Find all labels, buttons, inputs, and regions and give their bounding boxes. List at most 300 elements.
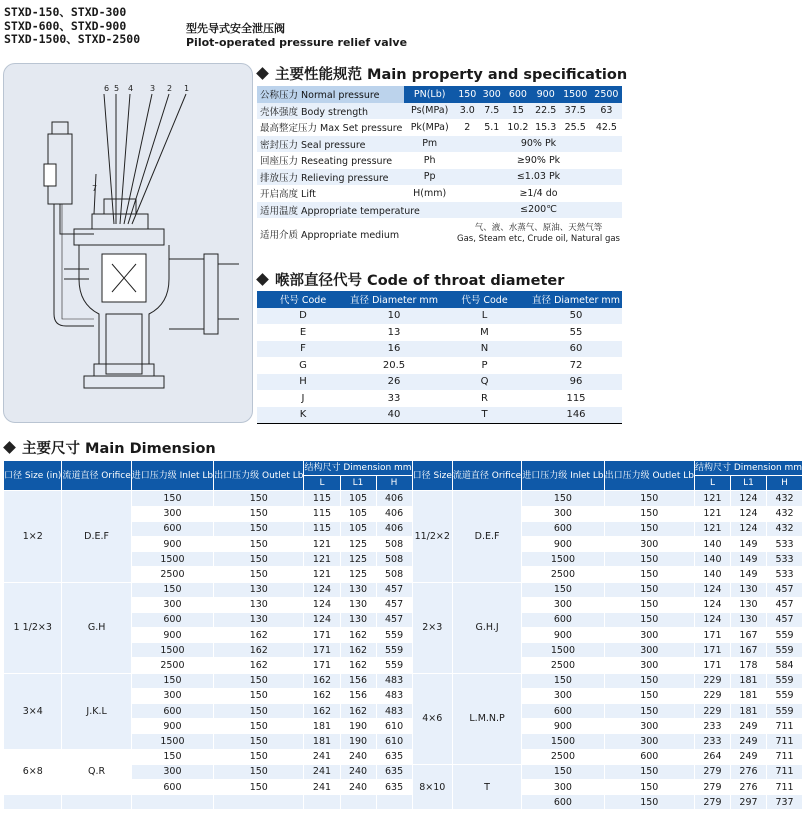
h-header: H [376, 476, 412, 491]
outlet-cell: 150 [604, 567, 694, 582]
size-cell: 6×8 [4, 749, 62, 795]
l-cell: 264 [694, 749, 730, 764]
l1-cell: 240 [340, 749, 376, 764]
diamond-bullet-icon [3, 441, 16, 454]
inlet-cell: 300 [522, 506, 604, 521]
l1-cell: 181 [730, 704, 766, 719]
callout-3: 3 [150, 84, 156, 93]
h-cell: 483 [376, 673, 412, 688]
h-cell: 533 [767, 536, 803, 551]
spec-value: 5.1 [484, 121, 500, 133]
spec-value: 7.5 [480, 103, 504, 120]
l-cell: 241 [304, 764, 340, 779]
h-cell: 457 [767, 612, 803, 627]
h-cell: 559 [767, 673, 803, 688]
inlet-cell: 2500 [522, 749, 604, 764]
outlet-cell: 150 [604, 704, 694, 719]
l1-cell: 276 [730, 764, 766, 779]
inlet-cell: 600 [131, 612, 213, 627]
l-cell: 124 [304, 612, 340, 627]
l-header: L [694, 476, 730, 491]
spec-unit: Ps(MPa) [404, 103, 455, 120]
pn-value: 150 [455, 86, 479, 103]
l1-header: L1 [730, 476, 766, 491]
l1-cell: 162 [340, 643, 376, 658]
inlet-cell: 300 [522, 597, 604, 612]
diameter-cell: 10 [349, 308, 439, 325]
table-row [257, 390, 622, 407]
spec-label: 最高整定压力 Max Set pressure [260, 123, 403, 135]
inlet-cell: 300 [522, 688, 604, 703]
l1-cell: 249 [730, 734, 766, 749]
code-cell: G [299, 359, 307, 371]
spec-unit: PN(Lb) [404, 86, 455, 103]
h-cell: 559 [376, 658, 412, 673]
size-cell: 8×10 [412, 764, 452, 810]
outlet-cell: 150 [214, 734, 304, 749]
l-cell: 121 [694, 491, 730, 506]
h-cell: 483 [376, 704, 412, 719]
medium-en: Gas, Steam etc, Crude oil, Natural gas [457, 234, 620, 244]
l-cell: 115 [304, 521, 340, 536]
l1-cell: 125 [340, 567, 376, 582]
diameter-cell: 55 [569, 326, 583, 338]
inlet-cell: 1500 [522, 734, 604, 749]
spec-row [257, 218, 622, 250]
outlet-cell: 150 [214, 719, 304, 734]
spec-value [455, 218, 622, 250]
table-row [257, 341, 622, 358]
inlet-cell: 150 [131, 582, 213, 597]
inlet-cell: 1500 [131, 552, 213, 567]
l1-cell: 124 [730, 506, 766, 521]
code-cell: P [481, 359, 488, 371]
l-cell: 233 [694, 719, 730, 734]
h-cell: 457 [767, 597, 803, 612]
l-cell: 233 [694, 734, 730, 749]
l-cell: 171 [694, 643, 730, 658]
outlet-cell: 130 [214, 582, 304, 597]
l-cell: 162 [304, 673, 340, 688]
h-cell: 533 [767, 567, 803, 582]
code-cell: E [299, 326, 307, 338]
orifice-cell: T [452, 764, 521, 810]
section-title-main-property: 主要性能规范 Main property and specification [258, 63, 627, 84]
l-cell: 140 [694, 567, 730, 582]
diameter-cell: 13 [387, 326, 401, 338]
l1-cell: 124 [730, 521, 766, 536]
model-line: STXD-150、STXD-300 [4, 5, 127, 19]
inlet-cell: 1500 [522, 643, 604, 658]
h-cell: 533 [767, 552, 803, 567]
l1-cell: 240 [340, 779, 376, 794]
h-cell: 432 [767, 491, 803, 506]
outlet-cell: 150 [604, 612, 694, 627]
l-cell: 121 [694, 506, 730, 521]
inlet-cell: 150 [522, 764, 604, 779]
code-cell: R [481, 392, 488, 404]
diameter-cell: 72 [569, 359, 583, 371]
model-line: STXD-1500、STXD-2500 [4, 32, 141, 46]
h-cell: 635 [376, 749, 412, 764]
outlet-cell: 150 [604, 582, 694, 597]
inlet-cell: 300 [131, 764, 213, 779]
outlet-cell: 150 [214, 673, 304, 688]
outlet-cell: 300 [604, 536, 694, 551]
outlet-cell: 150 [214, 704, 304, 719]
inlet-cell: 1500 [522, 552, 604, 567]
spec-unit: Pk(MPa) [410, 121, 449, 133]
l-cell: 241 [304, 749, 340, 764]
diamond-bullet-icon [256, 67, 269, 80]
l1-header: L1 [340, 476, 376, 491]
callout-2: 2 [167, 84, 173, 93]
h-cell: 559 [376, 628, 412, 643]
outlet-cell: 150 [604, 673, 694, 688]
inlet-header: 进口压力级 Inlet Lb [522, 461, 604, 491]
size-header: 口径 Size [412, 461, 452, 491]
h-cell: 711 [767, 734, 803, 749]
callout-4: 4 [128, 84, 134, 93]
table-row [257, 324, 622, 341]
spec-unit: Pm [404, 136, 455, 153]
l1-cell: 167 [730, 643, 766, 658]
code-cell: M [480, 326, 489, 338]
code-cell: T [439, 407, 530, 424]
h-cell: 610 [376, 719, 412, 734]
l-cell: 140 [694, 552, 730, 567]
h-cell: 508 [376, 567, 412, 582]
empty-cell [340, 795, 376, 810]
outlet-cell: 130 [214, 597, 304, 612]
empty-cell [62, 795, 131, 810]
spec-unit: Pp [404, 169, 455, 186]
spec-row [257, 169, 622, 186]
l-cell: 279 [694, 764, 730, 779]
spec-value: 25.5 [564, 121, 586, 133]
spec-value: 22.5 [532, 103, 560, 120]
spec-value: 15.3 [535, 121, 557, 133]
spec-value: 3.0 [455, 103, 479, 120]
pn-value: 2500 [591, 86, 622, 103]
empty-cell [376, 795, 412, 810]
outlet-cell: 150 [604, 506, 694, 521]
h-header: H [767, 476, 803, 491]
l1-cell: 249 [730, 749, 766, 764]
pn-value: 600 [504, 86, 532, 103]
spec-label: 壳体强度 Body strength [257, 103, 404, 120]
diameter-cell: 40 [349, 407, 439, 424]
code-cell: F [257, 341, 349, 358]
l-cell: 124 [694, 582, 730, 597]
spec-label: 适用温度 Appropriate temperature [257, 202, 455, 219]
l-cell: 162 [304, 688, 340, 703]
outlet-cell: 150 [214, 536, 304, 551]
outlet-cell: 150 [604, 688, 694, 703]
callout-1: 1 [184, 84, 190, 93]
pn-value: 300 [480, 86, 504, 103]
size-cell: 1 1/2×3 [4, 582, 62, 673]
l1-cell: 130 [730, 612, 766, 627]
inlet-cell: 2500 [131, 567, 213, 582]
spec-unit: H(mm) [413, 187, 447, 199]
outlet-cell: 162 [214, 658, 304, 673]
title-cn: 型先导式安全泄压阀 [186, 22, 285, 35]
size-header: 口径 Size (in) [4, 461, 62, 491]
outlet-cell: 150 [214, 552, 304, 567]
h-cell: 508 [376, 552, 412, 567]
outlet-cell: 150 [214, 506, 304, 521]
h-cell: 711 [767, 779, 803, 794]
column-header: 代号 Code [257, 291, 349, 308]
dimension-table [3, 460, 803, 810]
l1-cell: 149 [730, 536, 766, 551]
outlet-cell: 150 [214, 521, 304, 536]
orifice-cell: G.H [62, 582, 131, 673]
h-cell: 711 [767, 764, 803, 779]
h-cell: 432 [767, 521, 803, 536]
l-header: L [304, 476, 340, 491]
diameter-cell: 20.5 [382, 359, 406, 371]
diameter-cell: 50 [530, 308, 622, 325]
h-cell: 457 [376, 612, 412, 627]
table-row [257, 308, 622, 325]
outlet-cell: 150 [604, 795, 694, 810]
h-cell: 457 [376, 597, 412, 612]
l1-cell: 190 [340, 734, 376, 749]
inlet-cell: 300 [131, 506, 213, 521]
spec-row [257, 103, 622, 120]
l-cell: 121 [694, 521, 730, 536]
l-cell: 171 [304, 628, 340, 643]
spec-label: 开启高度 Lift [260, 189, 316, 201]
l-cell: 171 [694, 658, 730, 673]
throat-header-row [257, 291, 622, 308]
diameter-cell: 96 [530, 374, 622, 391]
model-list [4, 6, 140, 47]
valve-cross-section [4, 64, 254, 424]
spec-value: 10.2 [507, 121, 529, 133]
dimension-header-row [4, 461, 803, 476]
l1-cell: 156 [340, 673, 376, 688]
inlet-cell: 150 [522, 673, 604, 688]
l-cell: 124 [304, 597, 340, 612]
l1-cell: 240 [340, 764, 376, 779]
code-cell: Q [439, 374, 530, 391]
table-row [257, 407, 622, 424]
spec-label: 公称压力 Normal pressure [257, 86, 404, 103]
h-cell: 559 [767, 643, 803, 658]
spec-header-row [257, 86, 622, 103]
orifice-cell: L.M.N.P [452, 673, 521, 764]
l1-cell: 249 [730, 719, 766, 734]
l-cell: 229 [694, 673, 730, 688]
l-cell: 229 [694, 688, 730, 703]
outlet-cell: 150 [214, 749, 304, 764]
l-cell: 124 [694, 612, 730, 627]
h-cell: 584 [767, 658, 803, 673]
h-cell: 457 [767, 582, 803, 597]
outlet-cell: 300 [604, 628, 694, 643]
outlet-cell: 130 [214, 612, 304, 627]
l-cell: 181 [304, 734, 340, 749]
h-cell: 711 [767, 749, 803, 764]
outlet-header: 出口压力级 Outlet Lb [604, 461, 694, 491]
outlet-cell: 150 [214, 764, 304, 779]
medium-cn: 气、液、水蒸气、原油、天然气等 [474, 223, 603, 233]
l1-cell: 130 [730, 597, 766, 612]
l1-cell: 125 [340, 536, 376, 551]
l1-cell: 156 [340, 688, 376, 703]
inlet-cell: 900 [522, 536, 604, 551]
table-row [4, 582, 803, 597]
l1-cell: 149 [730, 552, 766, 567]
l-cell: 121 [304, 552, 340, 567]
l-cell: 115 [304, 506, 340, 521]
outlet-cell: 300 [604, 734, 694, 749]
l1-cell: 162 [340, 658, 376, 673]
empty-cell [214, 795, 304, 810]
pn-value: 900 [532, 86, 560, 103]
product-title [186, 22, 407, 50]
h-cell: 406 [376, 506, 412, 521]
l-cell: 241 [304, 779, 340, 794]
l-cell: 124 [694, 597, 730, 612]
l1-cell: 181 [730, 688, 766, 703]
l-cell: 171 [304, 643, 340, 658]
spec-label: 适用介质 Appropriate medium [260, 230, 400, 241]
inlet-cell: 2500 [131, 658, 213, 673]
l1-cell: 178 [730, 658, 766, 673]
inlet-cell: 600 [522, 521, 604, 536]
h-cell: 406 [376, 521, 412, 536]
l-cell: 162 [304, 704, 340, 719]
table-row [4, 673, 803, 688]
outlet-cell: 162 [214, 643, 304, 658]
h-cell: 610 [376, 734, 412, 749]
l-cell: 121 [304, 567, 340, 582]
inlet-cell: 300 [522, 779, 604, 794]
spec-value: ≤200℃ [455, 202, 622, 219]
column-header: 直径 Diameter mm [530, 291, 622, 308]
spec-value: 37.5 [560, 103, 591, 120]
l1-cell: 105 [340, 506, 376, 521]
l1-cell: 276 [730, 779, 766, 794]
orifice-cell: D.E.F [62, 491, 131, 582]
code-cell: J [301, 392, 305, 404]
h-cell: 711 [767, 719, 803, 734]
orifice-cell: D.E.F [452, 491, 521, 582]
empty-cell [4, 795, 62, 810]
orifice-header: 流道直径 Orifice [62, 461, 131, 491]
code-cell: K [257, 407, 349, 424]
spec-value: 2 [464, 121, 471, 133]
spec-label: 回座压力 Reseating pressure [260, 156, 393, 168]
spec-table [257, 86, 622, 250]
orifice-cell: J.K.L [62, 673, 131, 749]
l-cell: 279 [694, 779, 730, 794]
outlet-cell: 150 [604, 491, 694, 506]
spec-value: 15 [504, 103, 532, 120]
code-cell: D [257, 308, 349, 325]
spec-row [257, 119, 622, 136]
l1-cell: 181 [730, 673, 766, 688]
l1-cell: 162 [340, 704, 376, 719]
table-row [257, 357, 622, 374]
inlet-cell: 300 [131, 688, 213, 703]
inlet-cell: 600 [131, 779, 213, 794]
inlet-cell: 150 [522, 582, 604, 597]
pn-value: 1500 [560, 86, 591, 103]
inlet-cell: 600 [131, 521, 213, 536]
diameter-cell: 26 [349, 374, 439, 391]
orifice-cell: G.H.J [452, 582, 521, 673]
inlet-cell: 600 [522, 704, 604, 719]
l1-cell: 130 [340, 612, 376, 627]
table-row [4, 749, 803, 764]
dimension-header: 结构尺寸 Dimension mm [304, 461, 412, 476]
valve-drawing [3, 63, 253, 423]
inlet-cell: 600 [522, 795, 604, 810]
l1-cell: 125 [340, 552, 376, 567]
spec-value: 42.5 [595, 121, 617, 133]
outlet-cell: 300 [604, 658, 694, 673]
table-row [4, 491, 803, 506]
outlet-cell: 150 [214, 567, 304, 582]
l1-cell: 190 [340, 719, 376, 734]
callout-7: 7 [92, 184, 98, 193]
inlet-cell: 150 [131, 749, 213, 764]
code-cell: L [439, 308, 530, 325]
diamond-bullet-icon [256, 273, 269, 286]
dimension-header: 结构尺寸 Dimension mm [694, 461, 802, 476]
l1-cell: 105 [340, 491, 376, 506]
inlet-cell: 1500 [131, 734, 213, 749]
l1-cell: 130 [340, 582, 376, 597]
h-cell: 559 [767, 688, 803, 703]
l1-cell: 149 [730, 567, 766, 582]
code-cell: H [257, 374, 349, 391]
inlet-cell: 900 [131, 536, 213, 551]
h-cell: 635 [376, 764, 412, 779]
h-cell: 737 [767, 795, 803, 810]
diameter-cell: 115 [566, 392, 586, 404]
inlet-cell: 600 [131, 704, 213, 719]
l1-cell: 167 [730, 628, 766, 643]
l-cell: 121 [304, 536, 340, 551]
inlet-cell: 150 [131, 673, 213, 688]
outlet-cell: 150 [214, 688, 304, 703]
l1-cell: 297 [730, 795, 766, 810]
l-cell: 171 [694, 628, 730, 643]
spec-value: 90% Pk [455, 136, 622, 153]
h-cell: 483 [376, 688, 412, 703]
inlet-cell: 900 [131, 719, 213, 734]
spec-row [257, 136, 622, 153]
l-cell: 140 [694, 536, 730, 551]
inlet-cell: 2500 [522, 567, 604, 582]
outlet-cell: 150 [604, 521, 694, 536]
l1-cell: 124 [730, 491, 766, 506]
column-header: 直径 Diameter mm [349, 291, 439, 308]
l1-cell: 162 [340, 628, 376, 643]
outlet-cell: 150 [604, 597, 694, 612]
l-cell: 171 [304, 658, 340, 673]
callout-numbers [92, 84, 189, 193]
h-cell: 635 [376, 779, 412, 794]
inlet-cell: 300 [131, 597, 213, 612]
callout-6: 6 [104, 84, 110, 93]
